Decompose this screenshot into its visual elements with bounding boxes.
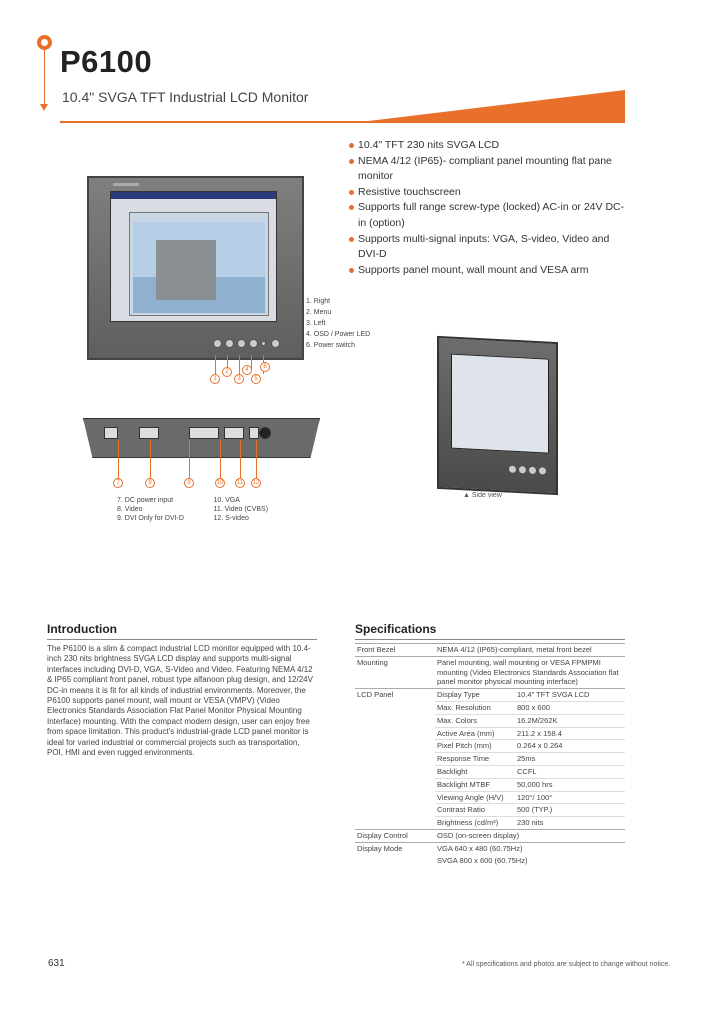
spec-row bbox=[355, 829, 625, 842]
callout-number: 1 bbox=[210, 374, 220, 384]
spec-label: Contrast Ratio bbox=[435, 804, 515, 817]
specifications-table bbox=[355, 643, 625, 866]
callout-number: 2 bbox=[222, 367, 232, 377]
power-switch-icon bbox=[271, 339, 280, 348]
spec-label: Viewing Angle (H/V) bbox=[435, 791, 515, 804]
spec-value: CCFL bbox=[515, 765, 625, 778]
callout-item: 2. Menu bbox=[306, 309, 332, 316]
callout-number: 7 bbox=[113, 478, 123, 488]
spec-value: Panel mounting, wall mounting or VESA FPMPMI mounting (Video Electronics Standards Association flat panel monitor physical mounting interface) bbox=[435, 656, 625, 688]
introduction-heading: Introduction bbox=[47, 622, 117, 636]
callout-item: 1. Right bbox=[306, 298, 331, 305]
spec-value: 800 x 600 bbox=[515, 701, 625, 714]
specifications-rule bbox=[355, 639, 625, 640]
io-legend-item: 9. DVI Only for DVI-D bbox=[117, 515, 184, 522]
spec-row bbox=[355, 644, 625, 657]
spec-row bbox=[355, 714, 625, 727]
spec-value: 0.264 x 0.264 bbox=[515, 740, 625, 753]
spec-label: Response Time bbox=[435, 753, 515, 766]
spec-value: SVGA 800 x 600 (60.75Hz) bbox=[437, 855, 528, 865]
io-legend-item: 11. Video (CVBS) bbox=[213, 506, 269, 513]
introduction-text: The P6100 is a slim & compact industrial LCD monitor equipped with 10.4-inch 230 nits brightness SVGA LCD display and supports multi-signal interfaces including DVI-D, VGA, S-Video and Video. Featuring NEMA 4/12 & IP65 compliant front panel, robust type alfanoon plug design, and 12/24V DC-in means it is fit for all kinds of industrial environments. Moreover, the P6100 supports panel mount, wall mount or VESA (VMPV) (Video Electronics Standards Association Flat Panel Monitor Physical Mounting Interface) mounting. With the compact modern design, user can enjoy free from space limitation. This product's industrial-grade LCD panel monitor is ideal for varied industrial or commercial projects such as transportation, POI, HMI and even rugged environments. bbox=[47, 644, 313, 758]
spec-row bbox=[355, 778, 625, 791]
spec-row bbox=[355, 689, 625, 702]
side-view-caption: ▲ Side view bbox=[463, 492, 502, 499]
spec-value: 230 nits bbox=[515, 817, 625, 830]
spec-value: VGA 640 x 480 (60.75Hz) bbox=[435, 842, 625, 854]
header-wedge bbox=[360, 90, 625, 122]
io-legend-item: 7. DC power input bbox=[117, 497, 174, 504]
spec-group: Display Control bbox=[355, 829, 435, 842]
spec-group bbox=[355, 740, 435, 753]
spec-value: 500 (TYP.) bbox=[515, 804, 625, 817]
spec-row bbox=[355, 804, 625, 817]
spec-row bbox=[355, 842, 625, 854]
spec-group bbox=[355, 804, 435, 817]
callout-number: 5 bbox=[251, 374, 261, 384]
feature-item: Resistive touchscreen bbox=[347, 185, 627, 201]
spec-row bbox=[355, 656, 625, 688]
feature-item: 10.4" TFT 230 nits SVGA LCD bbox=[347, 138, 627, 154]
title-bullet-icon bbox=[37, 35, 52, 50]
io-legend-item: 12. S-video bbox=[213, 515, 249, 522]
spec-label: Max. Colors bbox=[435, 714, 515, 727]
front-callouts bbox=[306, 296, 370, 351]
callout-item: 6. Power switch bbox=[306, 342, 356, 349]
feature-item: Supports multi-signal inputs: VGA, S-video, Video and DVI-D bbox=[347, 232, 627, 263]
spec-row bbox=[355, 753, 625, 766]
spec-label: Display Type bbox=[435, 689, 515, 702]
header-rule bbox=[60, 121, 625, 123]
spec-group bbox=[355, 791, 435, 804]
brand-logo bbox=[113, 183, 139, 186]
arrow-down-icon bbox=[40, 104, 48, 111]
spec-group bbox=[355, 727, 435, 740]
spec-group bbox=[355, 817, 435, 830]
callout-number: 10 bbox=[216, 480, 224, 486]
spec-label: Backlight MTBF bbox=[435, 778, 515, 791]
spec-row bbox=[355, 817, 625, 830]
spec-label: Backlight bbox=[435, 765, 515, 778]
spec-label: Brightness (cd/m²) bbox=[435, 817, 515, 830]
spec-group bbox=[355, 765, 435, 778]
callout-item: 3. Left bbox=[306, 320, 326, 327]
callout-number: 9 bbox=[184, 478, 194, 488]
monitor-front-image bbox=[87, 176, 304, 360]
feature-item: Supports panel mount, wall mount and VESA arm bbox=[347, 263, 627, 279]
spec-row bbox=[355, 740, 625, 753]
feature-item: Supports full range screw-type (locked) AC-in or 24V DC-in (option) bbox=[347, 200, 627, 231]
spec-value: NEMA 4/12 (IP65)-compliant, metal front bezel bbox=[435, 644, 625, 657]
left-button-icon bbox=[237, 339, 246, 348]
spec-row bbox=[355, 701, 625, 714]
feature-item: NEMA 4/12 (IP65)- compliant panel mounting flat pane monitor bbox=[347, 154, 627, 185]
callout-item: 4. OSD / Power LED bbox=[306, 331, 371, 338]
spec-group: Display Mode bbox=[355, 842, 435, 854]
osd-button-icon bbox=[249, 339, 258, 348]
spec-value: 16.2M/262K bbox=[515, 714, 625, 727]
spec-row bbox=[355, 765, 625, 778]
menu-button-icon bbox=[225, 339, 234, 348]
spec-label: Max. Resolution bbox=[435, 701, 515, 714]
callout-number: 8 bbox=[145, 478, 155, 488]
monitor-screen bbox=[110, 191, 277, 322]
spec-value: 25ms bbox=[515, 753, 625, 766]
introduction-rule bbox=[47, 639, 317, 640]
spec-group: LCD Panel bbox=[355, 689, 435, 702]
spec-group bbox=[355, 855, 435, 867]
footnote: * All specifications and photos are subject to change without notice. bbox=[462, 961, 671, 968]
page-number: 631 bbox=[48, 958, 65, 969]
spec-row bbox=[355, 855, 625, 867]
spec-value: 50,000 hrs bbox=[515, 778, 625, 791]
spec-row bbox=[355, 791, 625, 804]
product-title: P6100 bbox=[60, 44, 153, 79]
right-button-icon bbox=[213, 339, 222, 348]
title-accent-line bbox=[44, 50, 45, 106]
spec-value: 120°/ 100° bbox=[515, 791, 625, 804]
spec-label: Pixel Pitch (mm) bbox=[435, 740, 515, 753]
spec-label: Active Area (mm) bbox=[435, 727, 515, 740]
spec-value: 10.4" TFT SVGA LCD bbox=[515, 689, 625, 702]
callout-number: 12 bbox=[252, 480, 260, 486]
io-legend bbox=[117, 496, 268, 523]
spec-group bbox=[355, 778, 435, 791]
product-subtitle: 10.4" SVGA TFT Industrial LCD Monitor bbox=[62, 89, 309, 105]
io-legend-item: 8. Video bbox=[117, 506, 143, 513]
spec-value: OSD (on-screen display) bbox=[435, 829, 625, 842]
specifications-heading: Specifications bbox=[355, 622, 437, 636]
spec-group bbox=[355, 714, 435, 727]
spec-group bbox=[355, 753, 435, 766]
callout-number: 11 bbox=[236, 480, 244, 486]
monitor-side-image bbox=[437, 336, 558, 495]
spec-group bbox=[355, 701, 435, 714]
power-led-icon bbox=[261, 341, 266, 346]
spec-value: 211.2 x 158.4 bbox=[515, 727, 625, 740]
callout-number: 4 bbox=[242, 365, 252, 375]
spec-row bbox=[355, 727, 625, 740]
callout-number: 3 bbox=[234, 374, 244, 384]
spec-group: Front Bezel bbox=[355, 644, 435, 657]
io-legend-item: 10. VGA bbox=[213, 497, 240, 504]
feature-list bbox=[347, 138, 627, 278]
callout-number: 6 bbox=[260, 362, 270, 372]
spec-group: Mounting bbox=[355, 656, 435, 688]
